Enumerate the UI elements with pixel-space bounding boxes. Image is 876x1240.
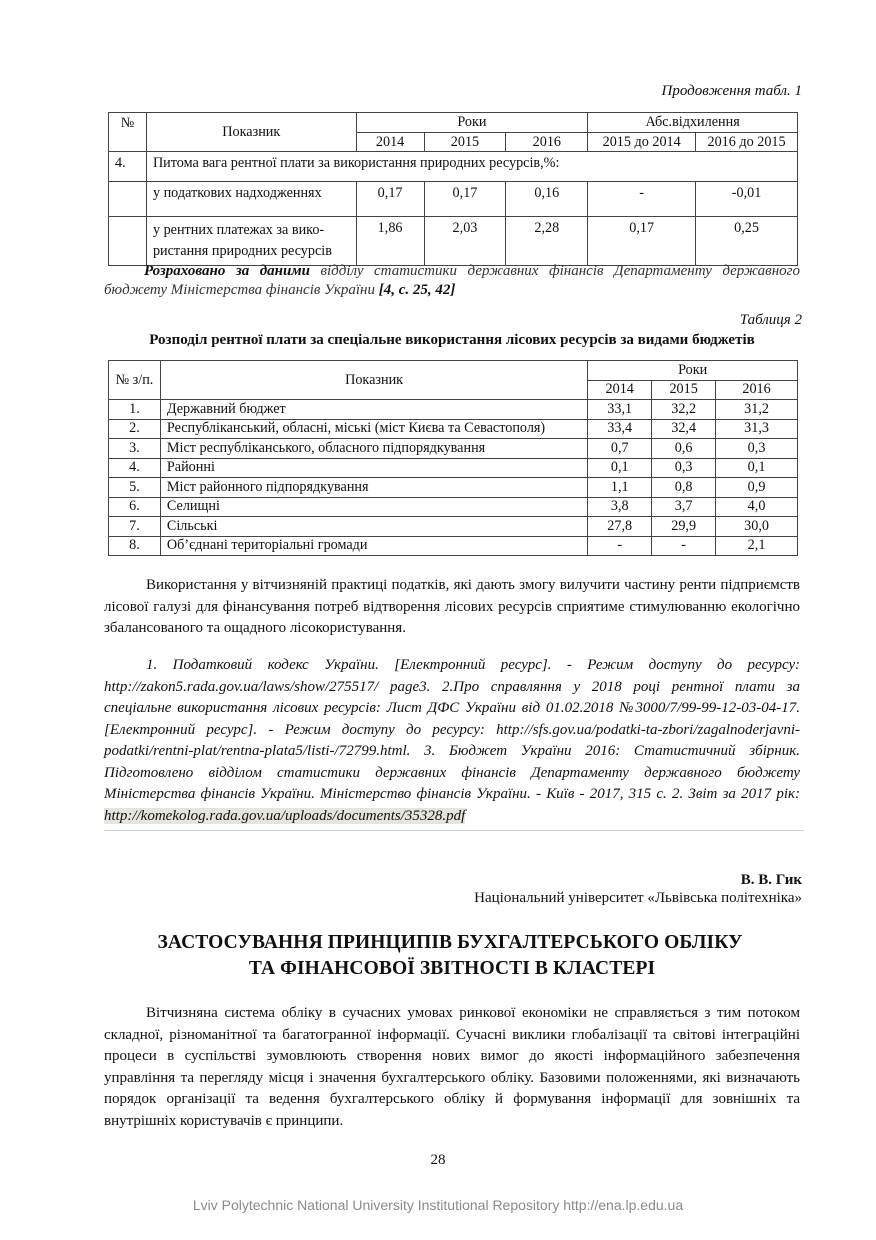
t2-cell: 0,7 xyxy=(588,439,652,459)
table-row xyxy=(109,458,798,478)
t1-header-abs: Абс.відхилення xyxy=(588,113,798,133)
table1-continuation-label: Продовження табл. 1 xyxy=(661,83,802,99)
t1-header-abs-col: 2016 до 2015 xyxy=(696,133,798,152)
t2-cell: 0,1 xyxy=(588,458,652,478)
t2-cell: 29,9 xyxy=(652,517,716,537)
body-paragraph: Використання у вітчизняній практиці податків, які дають змогу вилучити частину ренти підприємств лісової галузі для фінансування потреб відтворення лісових ресурсів сприятиме стимулюванню екологічно збалансованого та ощадного лісокористування. xyxy=(104,577,800,636)
references xyxy=(104,655,800,827)
t1-header-num: № xyxy=(109,113,147,152)
t2-cell: 31,3 xyxy=(716,419,798,439)
t2-header-year: 2014 xyxy=(588,380,652,400)
t1-cell: 0,17 xyxy=(356,182,424,217)
t2-cell: 27,8 xyxy=(588,517,652,537)
t2-label: Республіканський, обласні, міські (міст Києва та Севастополя) xyxy=(160,419,587,439)
article-title-line-1: ЗАСТОСУВАННЯ ПРИНЦИПІВ БУХГАЛТЕРСЬКОГО ОБЛІКУ xyxy=(157,932,743,953)
t2-cell: 0,9 xyxy=(716,478,798,498)
t2-cell: 32,4 xyxy=(652,419,716,439)
reference-link[interactable]: http://komekolog.rada.gov.ua/uploads/documents/35328.pdf xyxy=(104,807,466,824)
author-name: В. В. Гик xyxy=(740,872,802,888)
t2-cell: 0,8 xyxy=(652,478,716,498)
table2-label: Таблиця 2 xyxy=(739,312,802,328)
page-number: 28 xyxy=(430,1152,446,1168)
t1-row-label: у рентних платежах за вико-ристання природних ресурсів xyxy=(146,217,356,266)
t2-num: 7. xyxy=(109,517,161,537)
t1-cell: - xyxy=(588,182,696,217)
t2-cell: 30,0 xyxy=(716,517,798,537)
t1-header-year: 2016 xyxy=(506,133,588,152)
t2-cell: 4,0 xyxy=(716,497,798,517)
t1-cell: 1,86 xyxy=(356,217,424,266)
section-divider xyxy=(104,830,804,831)
t2-cell: 33,4 xyxy=(588,419,652,439)
author-affiliation: Національний університет «Львівська політехніка» xyxy=(474,890,802,906)
t2-label: Селищні xyxy=(160,497,587,517)
table-row xyxy=(109,517,798,537)
table-row xyxy=(109,182,798,217)
t2-header-year: 2016 xyxy=(716,380,798,400)
t1-cell: 2,03 xyxy=(424,217,506,266)
t2-header-years: Роки xyxy=(588,361,798,381)
note-text: відділу статистики державних фінансів Департаменту державного бюджету Міністерства фінансів України xyxy=(104,263,800,298)
t2-num: 4. xyxy=(109,458,161,478)
t2-header-year: 2015 xyxy=(652,380,716,400)
t1-cell: 0,25 xyxy=(696,217,798,266)
table-row xyxy=(109,419,798,439)
t1-cell: 0,16 xyxy=(506,182,588,217)
t1-header-years: Роки xyxy=(356,113,588,133)
t1-row-label: у податкових надходженнях xyxy=(146,182,356,217)
table2-title: Розподіл рентної плати за спеціальне використання лісових ресурсів за видами бюджетів xyxy=(149,332,755,348)
t1-section-label: Питома вага рентної плати за використання природних ресурсів,%: xyxy=(146,152,797,182)
table-row xyxy=(109,439,798,459)
t1-header-year: 2014 xyxy=(356,133,424,152)
t2-num: 3. xyxy=(109,439,161,459)
t2-cell: 0,1 xyxy=(716,458,798,478)
table-1 xyxy=(108,112,798,266)
t2-label: Державний бюджет xyxy=(160,400,587,420)
t1-header-abs-col: 2015 до 2014 xyxy=(588,133,696,152)
t2-num: 6. xyxy=(109,497,161,517)
t2-label: Об’єднані територіальні громади xyxy=(160,536,587,556)
table-row xyxy=(109,217,798,266)
table-row xyxy=(109,152,798,182)
t2-num: 2. xyxy=(109,419,161,439)
t2-header-num: № з/п. xyxy=(109,361,161,400)
t2-label: Сільські xyxy=(160,517,587,537)
t2-cell: 31,2 xyxy=(716,400,798,420)
table-row xyxy=(109,497,798,517)
t2-cell: 33,1 xyxy=(588,400,652,420)
article-paragraph: Вітчизняна система обліку в сучасних умовах ринкової економіки не справляється з тим потоком складної, різноманітної та багатогранної інформації. Сучасні виклики глобалізації та світові інтеграційні процеси в суспільстві зумовлюють створення нових вимог до якості інформаційного забезпечення управління та перегляду місця і значення бухгалтерського обліку. Базовими положеннями, які визначають порядок організації та ведення бухгалтерського обліку й формування інформації для зовнішніх та внутрішніх користувачів є принципи. xyxy=(104,1005,800,1129)
t2-label: Міст районного підпорядкування xyxy=(160,478,587,498)
references-text: 1. Податковий кодекс України. [Електронний ресурс]. - Режим доступу до ресурсу: http://zakon5.rada.gov.ua/laws/show/275517/ page3. 2.Про справляння у 2018 році рентної плати за спеціальне використання лісових ресурсів: Лист ДФС України від 01.02.2018 №3000/7/99-99-12-03-04-17. [Електронний ресурс]. - Режим доступу до ресурсу: http://sfs.gov.ua/podatki-ta-zbori/zagalnoderjavni-podatki/rentni-plat/rentna-plata5/listi-/72799.html. 3. Бюджет України 2016: Статистичний збірник. Підготовлено відділом статистики державних фінансів Департаменту державного бюджету Міністерства фінансів України. Міністерство фінансів України. - Київ - 2017, 315 с. 2. Звіт за 2017 рік: xyxy=(104,657,800,802)
t2-cell: 0,6 xyxy=(652,439,716,459)
t2-cell: 2,1 xyxy=(716,536,798,556)
t2-cell: 0,3 xyxy=(652,458,716,478)
table-row xyxy=(109,536,798,556)
note-bold: Розраховано за даними xyxy=(144,263,310,279)
t1-cell: 2,28 xyxy=(506,217,588,266)
table-2 xyxy=(108,360,798,556)
t2-cell: 3,7 xyxy=(652,497,716,517)
t2-num: 8. xyxy=(109,536,161,556)
t2-cell: - xyxy=(588,536,652,556)
table1-source-note xyxy=(104,262,800,300)
t2-cell: 3,8 xyxy=(588,497,652,517)
t1-cell: 0,17 xyxy=(424,182,506,217)
t2-cell: 0,3 xyxy=(716,439,798,459)
note-ref: [4, с. 25, 42] xyxy=(375,282,456,298)
repository-footer: Lviv Polytechnic National University Institutional Repository http://ena.lp.edu.ua xyxy=(192,1197,684,1213)
table-row xyxy=(109,400,798,420)
t1-header-indicator: Показник xyxy=(146,113,356,152)
t2-num: 5. xyxy=(109,478,161,498)
table-row xyxy=(109,478,798,498)
t1-cell: -0,01 xyxy=(696,182,798,217)
t2-header-indicator: Показник xyxy=(160,361,587,400)
t2-cell: 1,1 xyxy=(588,478,652,498)
t1-header-year: 2015 xyxy=(424,133,506,152)
t1-section-num: 4. xyxy=(109,152,147,182)
t2-label: Міст республіканського, обласного підпорядкування xyxy=(160,439,587,459)
t2-num: 1. xyxy=(109,400,161,420)
t2-cell: 32,2 xyxy=(652,400,716,420)
article-title-line-2: ТА ФІНАНСОВОЇ ЗВІТНОСТІ В КЛАСТЕРІ xyxy=(248,958,656,979)
t1-cell: 0,17 xyxy=(588,217,696,266)
t2-cell: - xyxy=(652,536,716,556)
t2-label: Районні xyxy=(160,458,587,478)
